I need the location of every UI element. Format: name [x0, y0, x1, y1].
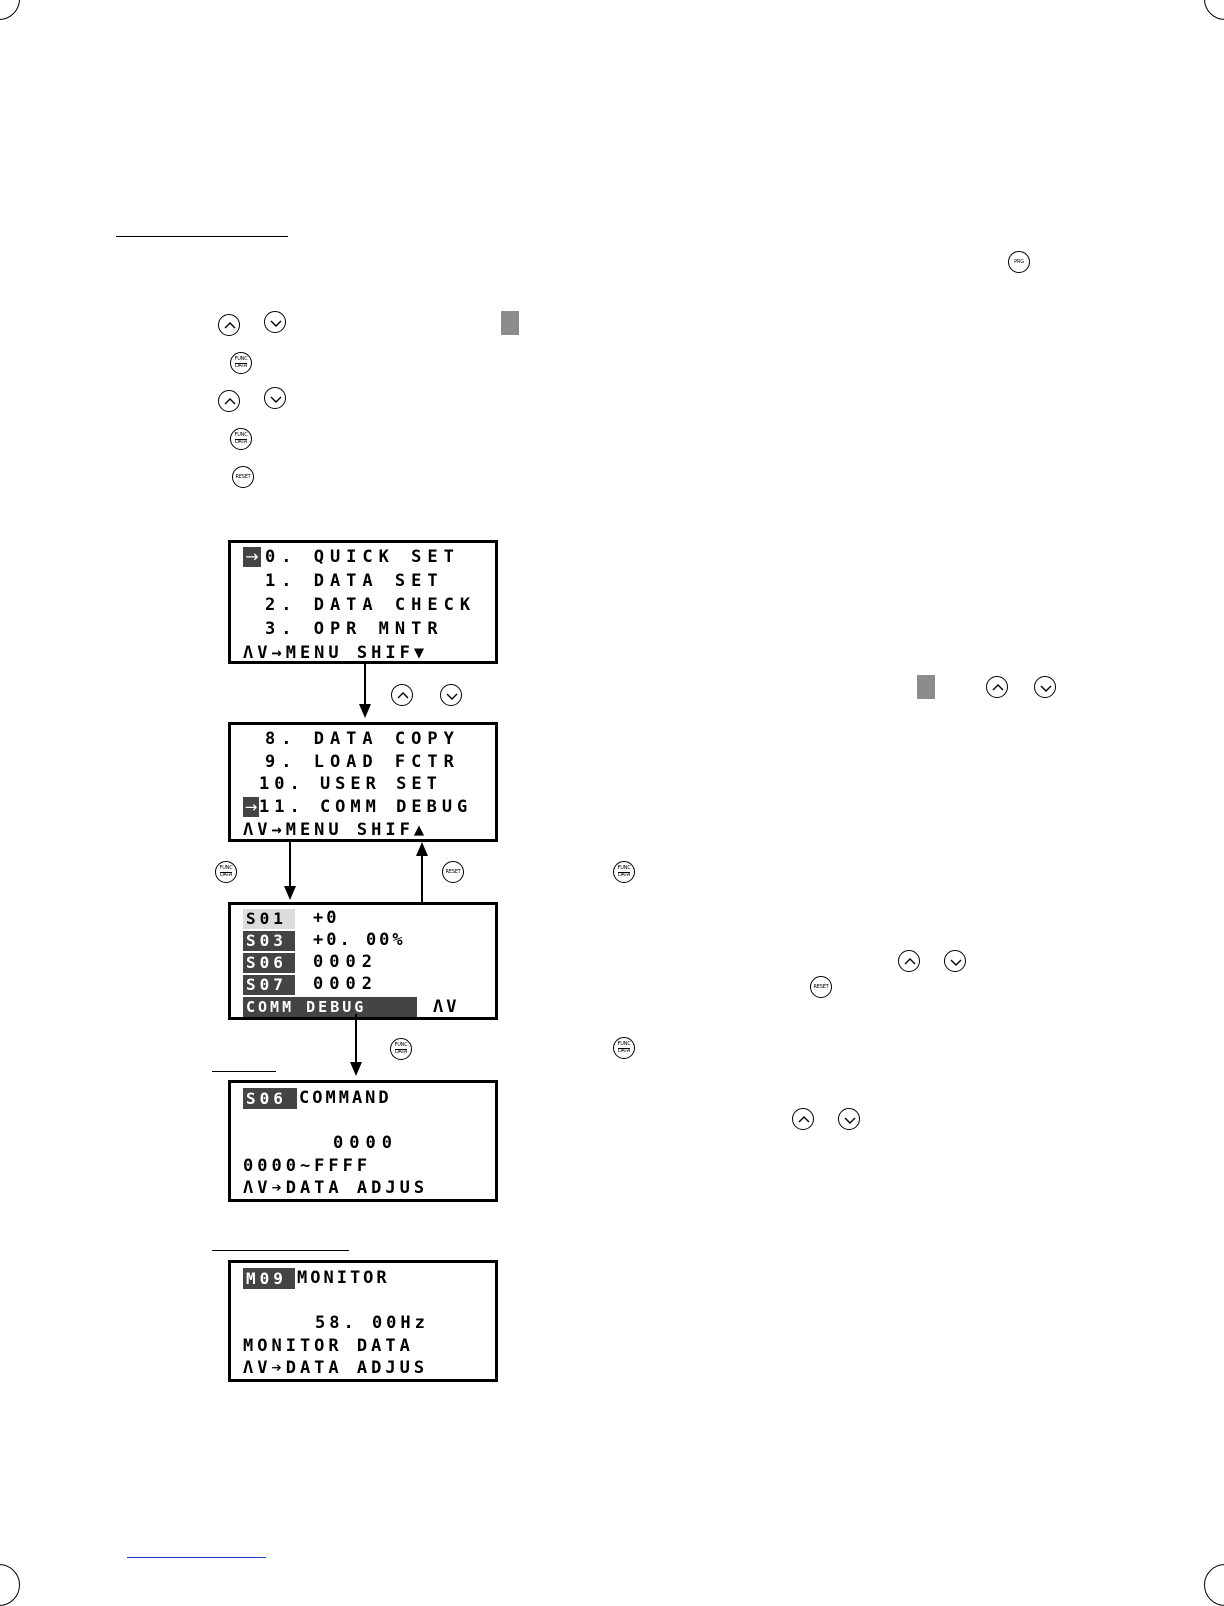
menu-item: 3. OPR MNTR	[265, 619, 444, 639]
reset-key-icon: RESET	[232, 466, 254, 488]
down-key-icon	[264, 311, 286, 333]
param-code: M09	[243, 1268, 295, 1289]
up-key-icon	[792, 1108, 814, 1130]
label-underline-command	[212, 1071, 276, 1072]
menu-item: 0. QUICK SET	[265, 547, 460, 567]
crop-mark-bottom-left	[0, 1564, 20, 1606]
screen-title-bar: COMM DEBUG	[243, 997, 417, 1017]
lcd-menu-bottom	[228, 722, 498, 842]
param-code: S03	[243, 931, 295, 951]
link-underline[interactable]	[127, 1557, 266, 1558]
func-data-key-icon: FUNC DATA	[613, 861, 635, 883]
menu-cursor-icon: →	[244, 798, 258, 816]
param-title: MONITOR	[297, 1268, 390, 1288]
menu-item: 8. DATA COPY	[265, 729, 460, 749]
menu-item: 9. LOAD FCTR	[265, 752, 460, 772]
down-key-icon	[944, 950, 966, 972]
menu-footer: ΛV→MENU SHIF▼	[243, 643, 429, 663]
param-value: +0	[313, 908, 340, 928]
param-label: MONITOR DATA	[243, 1336, 414, 1356]
scroll-hint: ΛV	[433, 997, 460, 1017]
menu-cursor-icon: →	[243, 547, 261, 567]
flow-arrow	[289, 842, 291, 888]
menu-item: 1. DATA SET	[265, 571, 444, 591]
menu-footer: ΛV→MENU SHIF▲	[243, 820, 429, 840]
crop-mark-bottom-right	[1204, 1564, 1224, 1606]
lcd-s06-command	[228, 1080, 498, 1202]
lcd-comm-debug	[228, 902, 498, 1020]
param-range: 0000~FFFF	[243, 1156, 372, 1176]
cursor-block-icon	[501, 311, 519, 335]
param-footer: ΛV➔DATA ADJUS	[243, 1358, 429, 1378]
menu-item: 2. DATA CHECK	[265, 595, 477, 615]
param-footer: ΛV➔DATA ADJUS	[243, 1178, 429, 1198]
func-data-key-icon: FUNC DATA	[230, 352, 252, 374]
flow-arrow	[364, 664, 366, 706]
param-title: COMMAND	[299, 1088, 392, 1108]
flow-arrow-return	[421, 854, 423, 902]
flow-arrow	[355, 1014, 357, 1064]
flow-arrow-head	[416, 842, 428, 856]
up-key-icon	[391, 684, 413, 706]
func-data-key-icon: FUNC DATA	[613, 1037, 635, 1059]
label-underline-monitor	[212, 1250, 349, 1251]
param-code: S06	[243, 1088, 297, 1109]
param-value: +0. 00%	[313, 930, 406, 950]
menu-item-selected: 11. COMM DEBUG	[259, 797, 473, 817]
up-key-icon	[218, 390, 240, 412]
func-data-key-icon: FUNC DATA	[230, 428, 252, 450]
up-key-icon	[898, 950, 920, 972]
crop-mark-top-right	[1204, 0, 1224, 20]
lcd-menu-top	[228, 540, 498, 664]
param-value: 0002	[313, 952, 378, 972]
up-key-icon	[218, 314, 240, 336]
reset-key-icon: RESET	[442, 861, 464, 883]
up-key-icon	[986, 676, 1008, 698]
lcd-m09-monitor	[228, 1260, 498, 1382]
reset-key-icon: RESET	[810, 976, 832, 998]
param-code: S07	[243, 975, 295, 995]
down-key-icon	[1034, 676, 1056, 698]
prg-key-icon: PRG	[1008, 251, 1030, 273]
down-key-icon	[264, 387, 286, 409]
func-data-key-icon: FUNC DATA	[390, 1038, 412, 1060]
down-key-icon	[440, 684, 462, 706]
func-data-key-icon: FUNC DATA	[215, 861, 237, 883]
flow-arrow-head	[284, 886, 296, 900]
flow-arrow-head	[350, 1062, 362, 1076]
param-code: S06	[243, 953, 295, 973]
cursor-block-icon	[917, 675, 935, 699]
crop-mark-top-left	[0, 0, 20, 20]
param-value: 58. 00Hz	[315, 1313, 429, 1333]
param-value: 0000	[333, 1133, 398, 1153]
down-key-icon	[838, 1108, 860, 1130]
param-value: 0002	[313, 974, 378, 994]
flow-arrow-head	[359, 704, 371, 718]
param-code: S01	[243, 909, 295, 929]
section-heading-underline	[116, 236, 288, 237]
menu-item: 10. USER SET	[259, 774, 442, 794]
